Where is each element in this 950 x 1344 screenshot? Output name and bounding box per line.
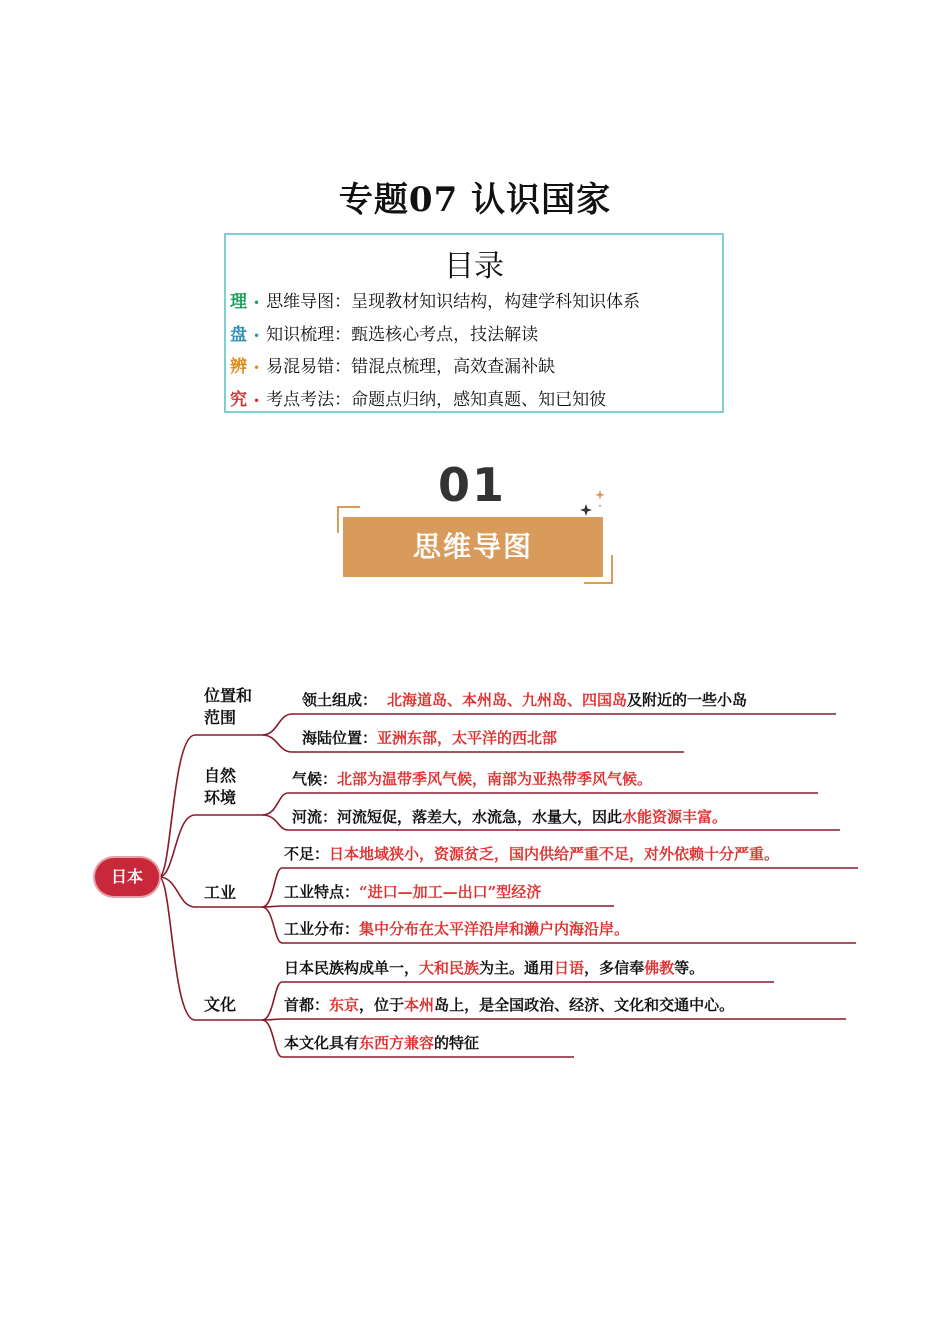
bullet-icon: • — [253, 393, 261, 408]
bullet-icon: • — [253, 295, 261, 310]
category-location: 位置和范围 — [204, 686, 253, 727]
category-nature: 自然环境 — [204, 766, 237, 807]
leaf-shortage: 不足：日本地域狭小，资源贫乏，国内供给严重不足，对外依赖十分严重。 — [284, 845, 780, 863]
category-culture: 文化 — [204, 995, 237, 1014]
toc-item: 辨 • 易混易错：错混点梳理，高效查漏补缺 — [230, 357, 556, 377]
leaf-river: 河流：河流短促，落差大，水流急，水量大，因此水能资源丰富。 — [292, 808, 728, 826]
leaf-industry-feature: 工业特点：“进口—加工—出口”型经济 — [284, 883, 542, 901]
toc-item: 理 • 思维导图：呈现教材知识结构，构建学科知识体系 — [230, 292, 641, 312]
leaf-climate: 气候：北部为温带季风气候，南部为亚热带季风气候。 — [292, 770, 653, 788]
section-label: 思维导图 — [343, 517, 603, 577]
section-number: 01 — [438, 458, 507, 512]
leaf-industry-distribution: 工业分布：集中分布在太平洋沿岸和濑户内海沿岸。 — [284, 920, 630, 938]
document-title: 专题07 认识国家 — [338, 180, 612, 220]
toc-item: 盘 • 知识梳理：甄选核心考点，技法解读 — [230, 325, 539, 345]
toc-item: 究 • 考点考法：命题点归纳，感知真题、知已知彼 — [230, 390, 607, 410]
leaf-territory: 领土组成： 北海道岛、本州岛、九州岛、四国岛及附近的一些小岛 — [302, 691, 748, 709]
leaf-ethnic-language-religion: 日本民族构成单一，大和民族为主。通用日语，多信奉佛教等。 — [284, 959, 705, 977]
leaf-sea-land-position: 海陆位置：亚洲东部，太平洋的西北部 — [302, 729, 558, 747]
category-industry: 工业 — [204, 883, 237, 902]
mindmap-root: 日本 — [95, 858, 159, 896]
bullet-icon: • — [253, 360, 261, 375]
bullet-icon: • — [253, 328, 261, 343]
toc-heading: 目录 — [444, 249, 504, 284]
leaf-culture-character: 本文化具有东西方兼容的特征 — [284, 1034, 480, 1052]
leaf-capital: 首都：东京，位于本州岛上，是全国政治、经济、文化和交通中心。 — [284, 996, 735, 1014]
